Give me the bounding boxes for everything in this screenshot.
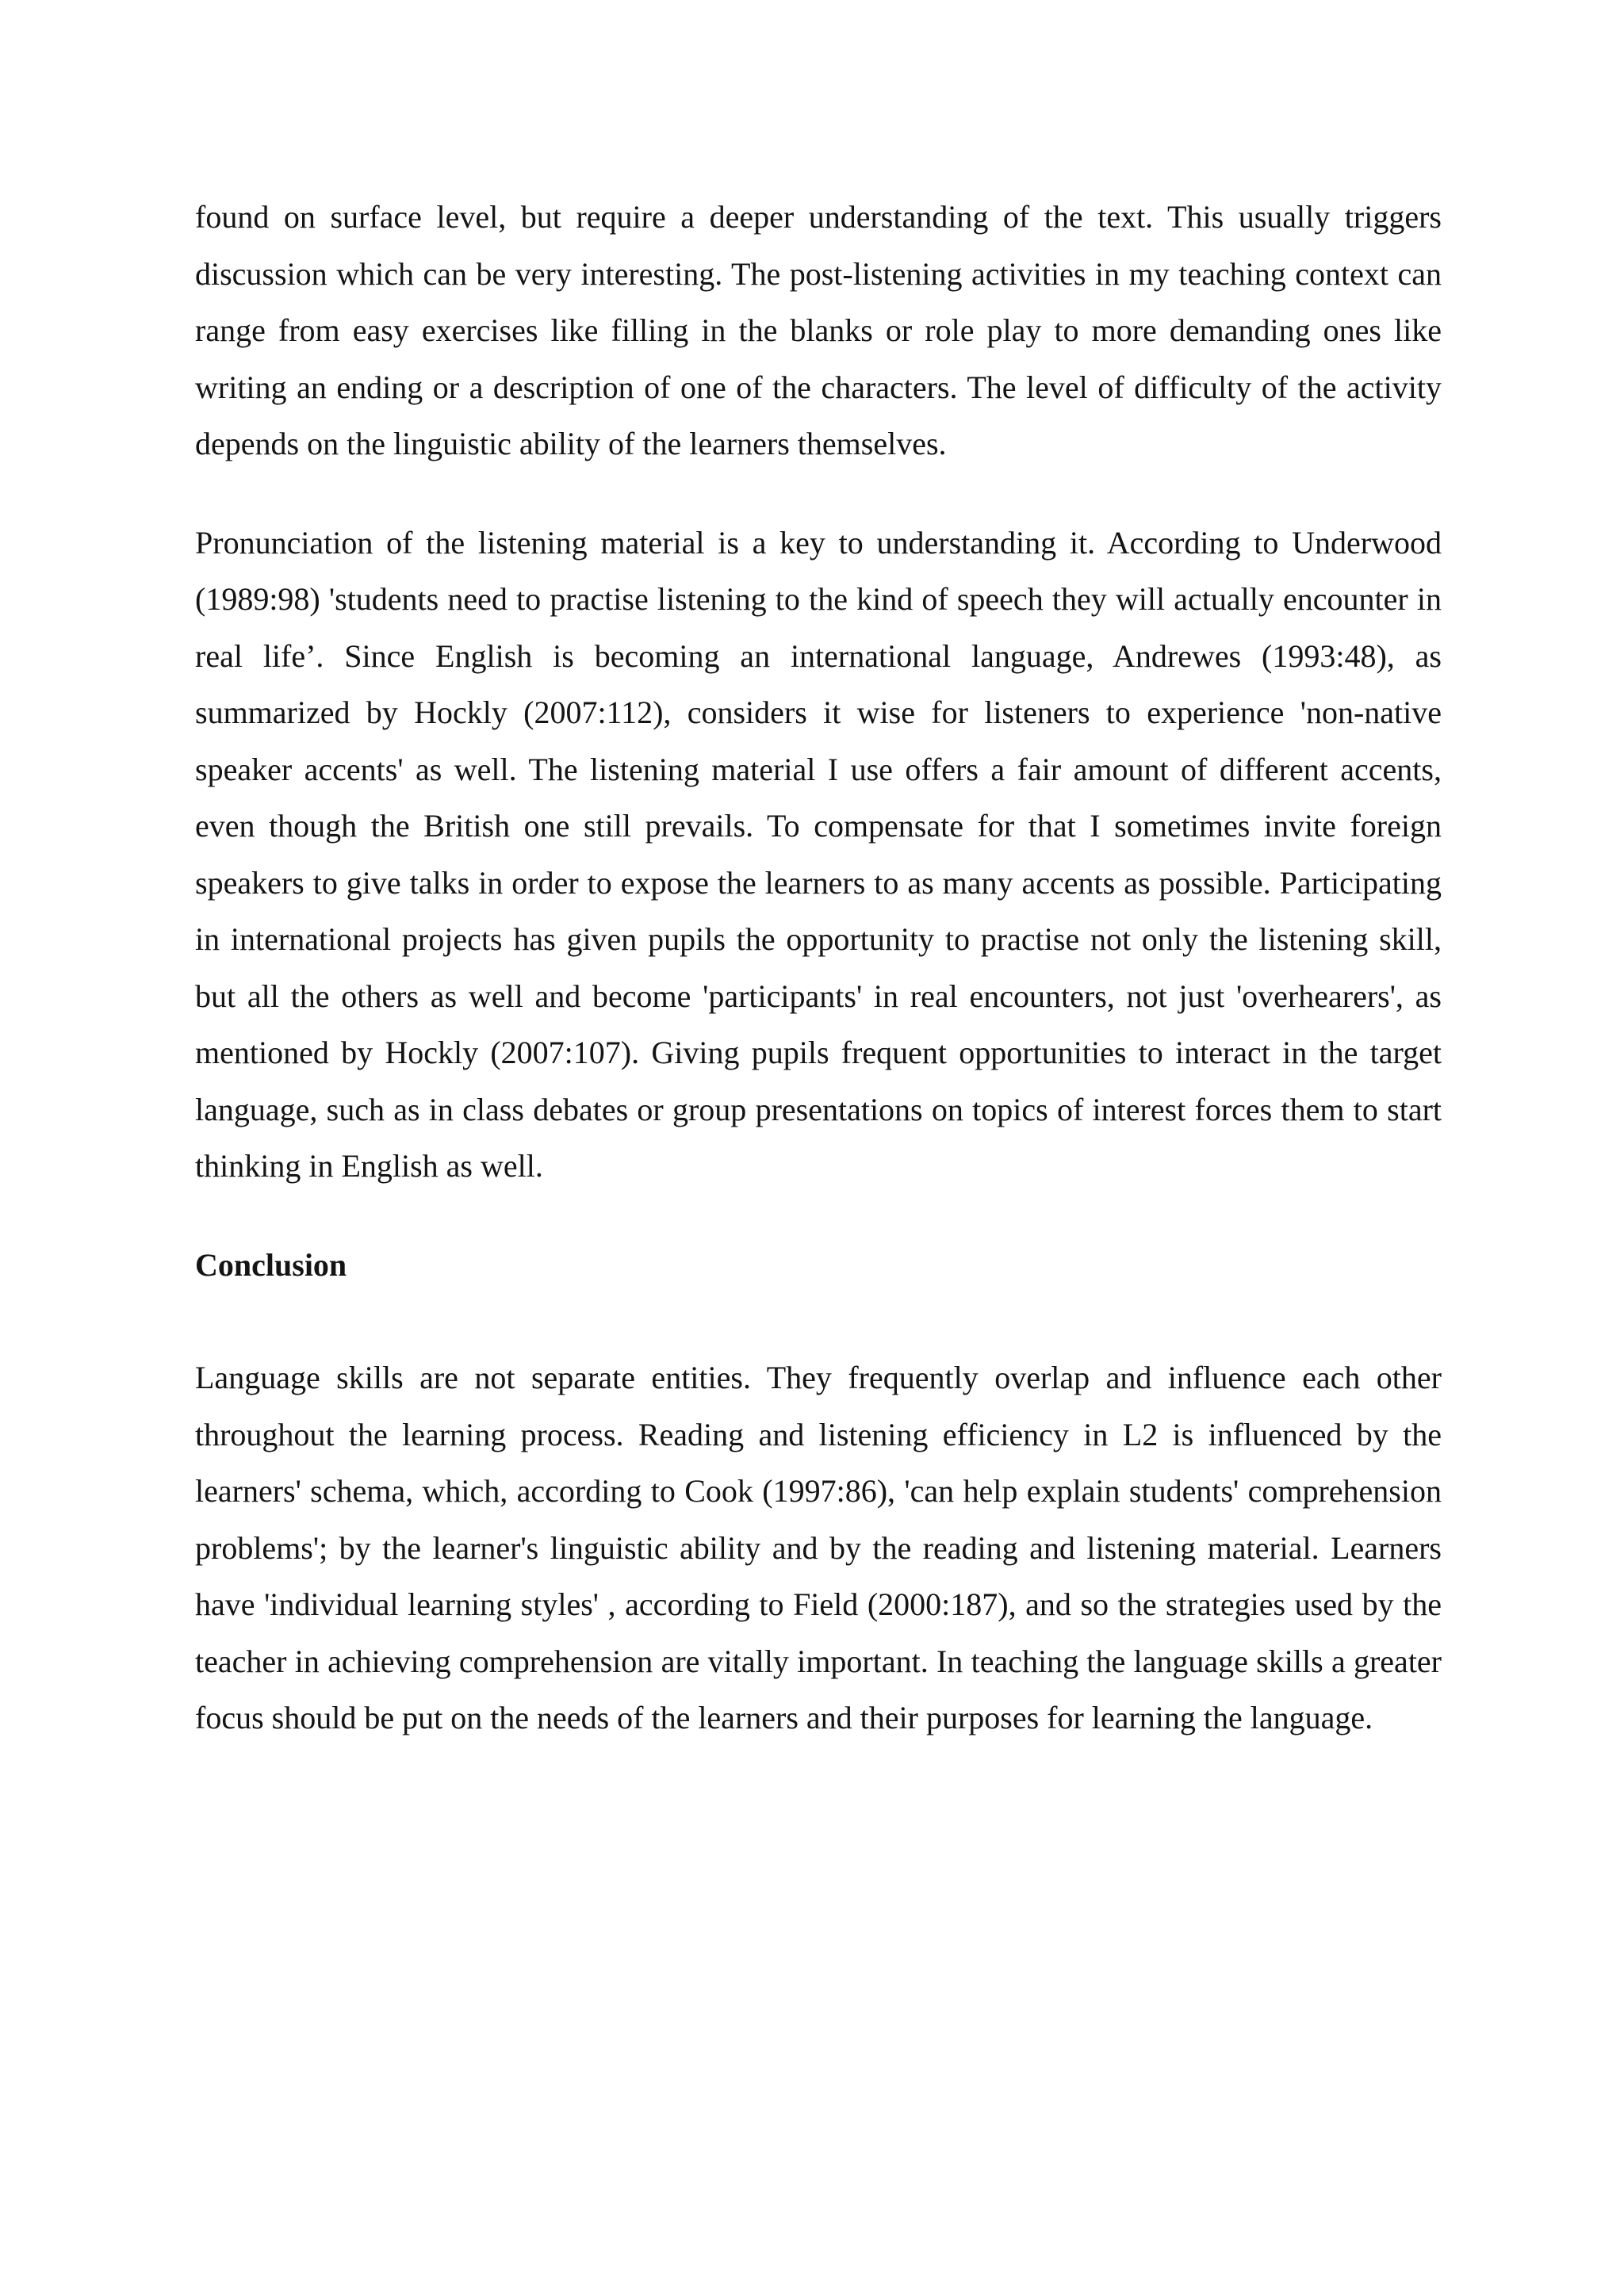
- paragraph-conclusion: Language skills are not separate entities. They frequently overlap and influence each other throughout the learning process. Reading and listening efficiency in L2 is influenced by the learners' schema, which, according to Cook (1997:86), 'can help explain students' comprehension problems'; by the learner's linguistic ability and by the reading and listening material. Learners have 'individual learning styles' , according to Field (2000:187), and so the strategies used by the teacher in achieving comprehension are vitally important. In teaching the language skills a greater focus should be put on the needs of the learners and their purposes for learning the language.: [195, 1360, 1442, 1735]
- paragraph-pronunciation: Pronunciation of the listening material is a key to understanding it. According to Underwood (1989:98) 'students need to practise listening to the kind of speech they will actually encounter in real life’. Since English is becoming an international language, Andrewes (1993:48), as summarized by Hockly (2007:112), considers it wise for listeners to experience 'non-native speaker accents' as well. The listening material I use offers a fair amount of different accents, even though the British one still prevails. To compensate for that I sometimes invite foreign speakers to give talks in order to expose the learners to as many accents as possible. Participating in international projects has given pupils the opportunity to practise not only the listening skill, but all the others as well and become 'participants' in real encounters, not just 'overhearers', as mentioned by Hockly (2007:107). Giving pupils frequent opportunities to interact in the target language, such as in class debates or group presentations on topics of interest forces them to start thinking in English as well.: [195, 524, 1442, 1184]
- document-body: [195, 189, 1442, 1747]
- conclusion-heading: Conclusion: [195, 1246, 347, 1283]
- paragraph-post-listening: found on surface level, but require a deeper understanding of the text. This usually triggers discussion which can be very interesting. The post-listening activities in my teaching context can range from easy exercises like filling in the blanks or role play to more demanding ones like writing an ending or a description of one of the characters. The level of difficulty of the activity depends on the linguistic ability of the learners themselves.: [195, 199, 1442, 461]
